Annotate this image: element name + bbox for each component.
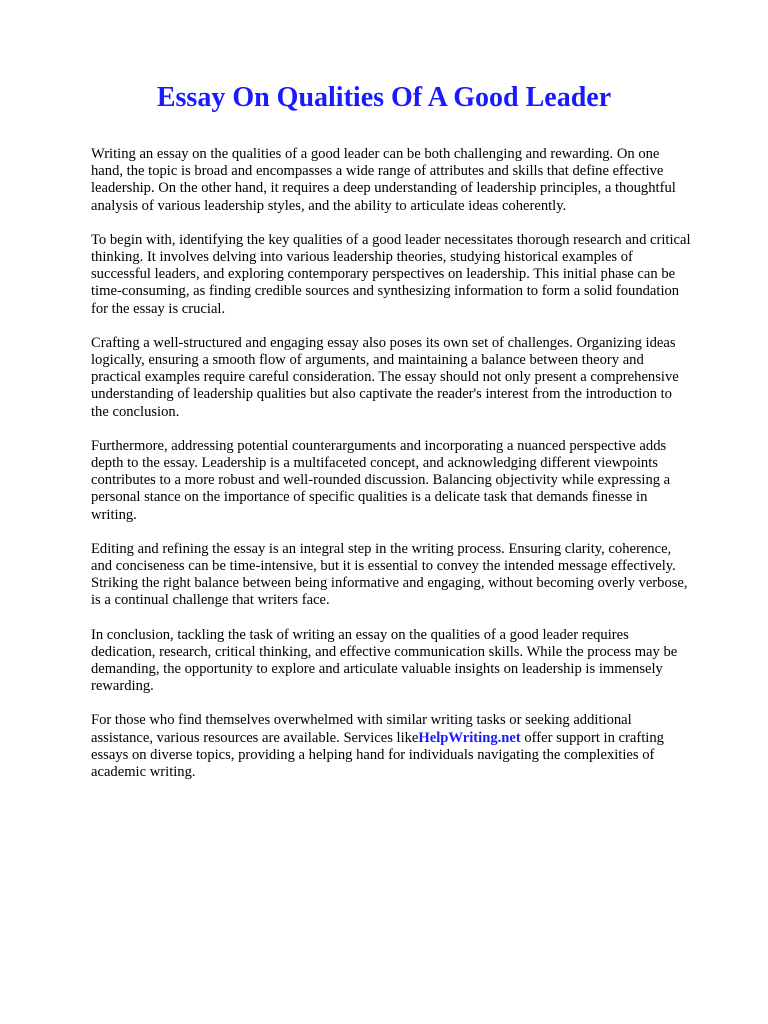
paragraph: In conclusion, tackling the task of writing an essay on the qualities of a good leader requires dedication, research, critical thinking, and effective communication skills. While the process may be demanding, the opportunity to explore and articulate valuable insights on leadership is immensely rewarding. xyxy=(91,626,678,695)
final-paragraph-tail: offer support in crafting essays on diverse topics, providing a helping hand for individuals navigating the complexities of academic writing. xyxy=(91,729,664,781)
helpwriting-link[interactable]: HelpWriting.net xyxy=(418,729,521,746)
paragraph: Furthermore, addressing potential counterarguments and incorporating a nuanced perspective adds depth to the essay. Leadership is a multifaceted concept, and acknowledging different viewpoints contributes to a more robust and well-rounded discussion. Balancing objectivity while expressing a personal stance on the importance of specific qualities is a delicate task that demands finesse in writing. xyxy=(91,437,671,523)
essay-body xyxy=(91,146,691,798)
paragraph: Crafting a well-structured and engaging essay also poses its own set of challenges. Organizing ideas logically, ensuring a smooth flow of arguments, and maintaining a balance between theory and practical examples require careful consideration. The essay should not only present a comprehensive understanding of leadership qualities but also captivate the reader's interest from the introduction to the conclusion. xyxy=(91,334,679,420)
page-title: Essay On Qualities Of A Good Leader xyxy=(156,82,612,113)
paragraph: To begin with, identifying the key qualities of a good leader necessitates thorough research and critical thinking. It involves delving into various leadership theories, studying historical examples of successful leaders, and exploring contemporary perspectives on leadership. This initial phase can be time-consuming, as finding credible sources and synthesizing information to form a solid foundation for the essay is crucial. xyxy=(91,231,691,317)
paragraph: Editing and refining the essay is an integral step in the writing process. Ensuring clarity, coherence, and conciseness can be time-intensive, but it is essential to convey the intended message effectively. Striking the right balance between being informative and engaging, without becoming overly verbose, is a continual challenge that writers face. xyxy=(91,540,688,609)
final-paragraph-lead: For those who find themselves overwhelmed with similar writing tasks or seeking additional assistance, various resources are available. Services like xyxy=(91,712,632,746)
final-paragraph xyxy=(91,712,691,781)
paragraph: Writing an essay on the qualities of a good leader can be both challenging and rewarding. On one hand, the topic is broad and encompasses a wide range of attributes and skills that define effective leadership. On the other hand, it requires a deep understanding of leadership principles, a thoughtful analysis of various leadership styles, and the ability to articulate ideas coherently. xyxy=(91,146,676,214)
